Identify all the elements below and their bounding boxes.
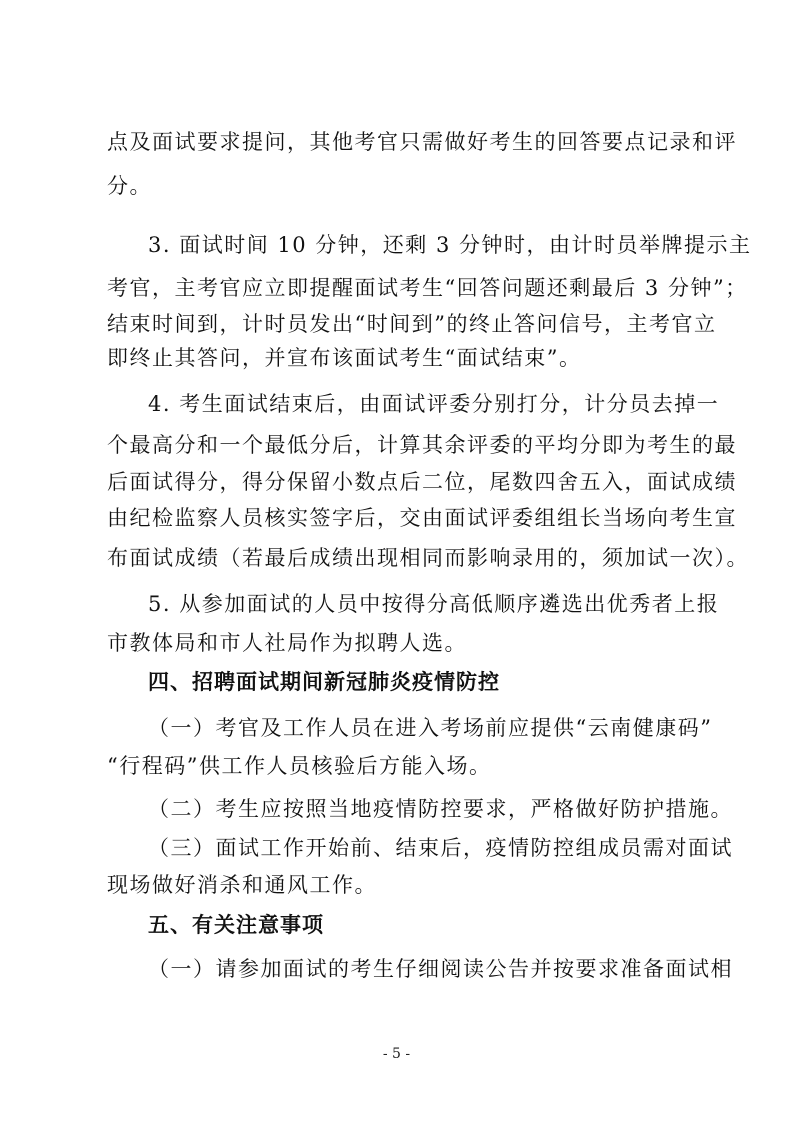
- text-line: 4. 考生面试结束后，由面试评委分别打分，计分员去掉一: [148, 392, 720, 416]
- text-line: 由纪检监察人员核实签字后，交由面试评委组组长当场向考生宣: [107, 506, 737, 530]
- section-heading: 五、有关注意事项: [148, 913, 324, 937]
- text-line: 点及面试要求提问，其他考官只需做好考生的回答要点记录和评: [107, 130, 737, 154]
- section-heading: 四、招聘面试期间新冠肺炎疫情防控: [148, 670, 500, 694]
- page-number: - 5 -: [382, 1046, 411, 1062]
- text-line: （三）面试工作开始前、结束后，疫情防控组成员需对面试: [148, 836, 733, 860]
- text-line: 5. 从参加面试的人员中按得分高低顺序遴选出优秀者上报: [148, 592, 720, 616]
- text-line: （一）考官及工作人员在进入考场前应提供“云南健康码”: [148, 716, 713, 740]
- text-line: 分。: [107, 174, 152, 198]
- text-line: 个最高分和一个最低分后，计算其余评委的平均分即为考生的最: [107, 433, 737, 457]
- text-line: 结束时间到，计时员发出“时间到”的终止答问信号，主考官立: [107, 312, 717, 336]
- text-line: 后面试得分，得分保留小数点后二位，尾数四舍五入，面试成绩: [107, 470, 737, 494]
- text-line: 布面试成绩（若最后成绩出现相同而影响录用的，须加试一次）。: [107, 546, 749, 570]
- text-line: 现场做好消杀和通风工作。: [107, 873, 377, 897]
- text-line: “行程码”供工作人员核验后方能入场。: [107, 754, 492, 778]
- text-line: 考官，主考官应立即提醒面试考生“回答问题还剩最后 3 分钟”；: [107, 276, 748, 300]
- text-line: 3. 面试时间 10 分钟，还剩 3 分钟时，由计时员举牌提示主: [148, 233, 752, 257]
- text-line: 市教体局和市人社局作为拟聘人选。: [107, 631, 467, 655]
- text-line: （二）考生应按照当地疫情防控要求，严格做好防护措施。: [148, 797, 733, 821]
- text-line: 即终止其答问，并宣布该面试考生“面试结束”。: [107, 346, 582, 370]
- text-line: （一）请参加面试的考生仔细阅读公告并按要求准备面试相: [148, 957, 733, 981]
